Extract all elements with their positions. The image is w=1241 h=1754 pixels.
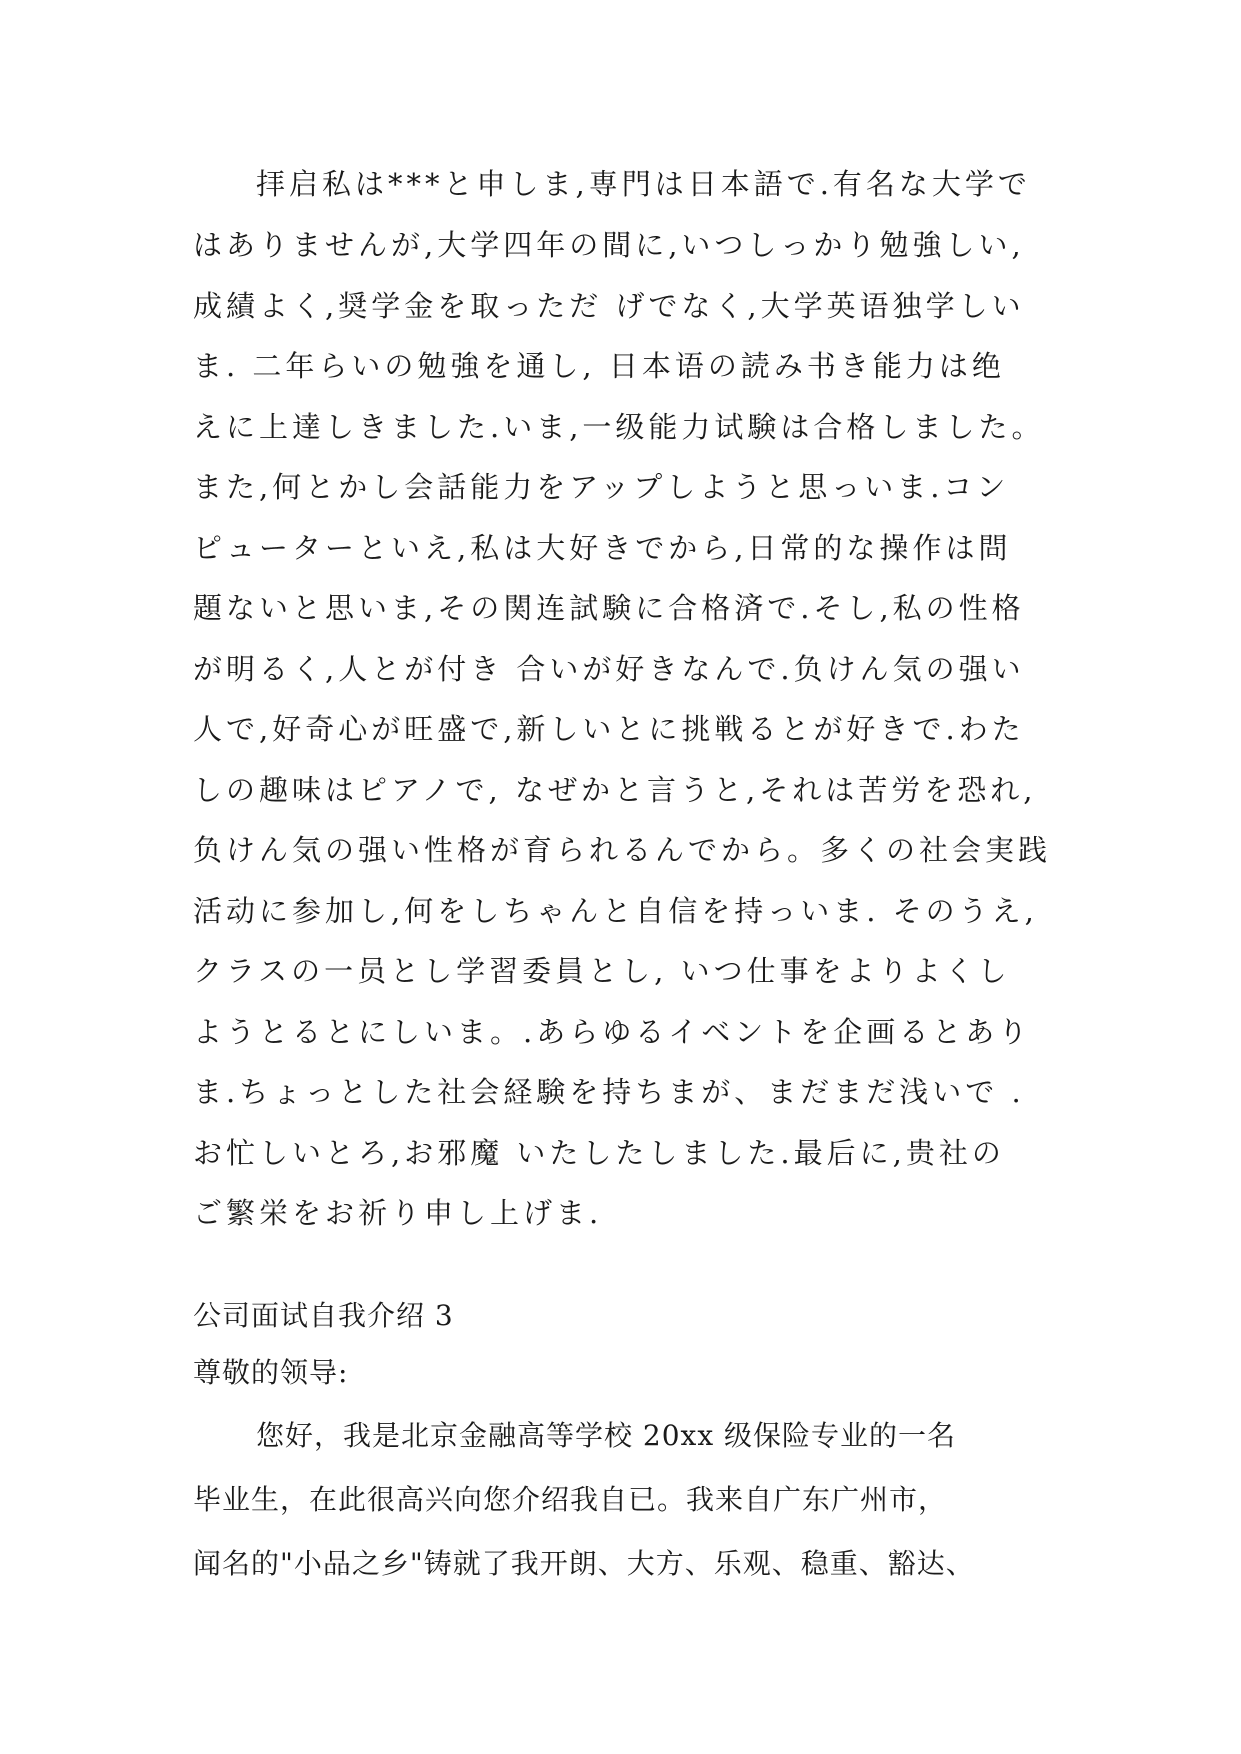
salutation: 尊敬的领导:: [193, 1356, 349, 1389]
paragraph-line: えに上達しきました.いま,一级能力试験は合格しました。: [193, 410, 1045, 444]
paragraph-line: はありませんが,大学四年の間に,いつしっかり勉強しい,: [193, 228, 1025, 262]
paragraph-line: 活动に参加し,何をしちゃんと自信を持っいま. そのうえ,: [193, 894, 1038, 928]
paragraph-line: 題ないと思いま,その関连試験に合格済で.そし,私の性格: [193, 591, 1025, 625]
paragraph-line: ようとるとにしいま。.あらゆるイベントを企画るとあり: [193, 1015, 1032, 1049]
paragraph-line: 毕业生，在此很高兴向您介绍我自已。我来自广东广州市，: [193, 1483, 948, 1516]
paragraph-line: 人で,好奇心が旺盛で,新しいとに挑戦るとが好きで.わた: [193, 712, 1025, 746]
paragraph-line: ピューターといえ,私は大好きでから,日常的な操作は問: [193, 531, 1012, 565]
paragraph-line: 成績よく,奨学金を取っただ げでなく,大学英语独学しい: [193, 289, 1025, 323]
paragraph-line: が明るく,人とが付き 合いが好きなんで.负けん気の强い: [193, 652, 1025, 686]
paragraph-line: 闻名的"小品之乡"铸就了我开朗、大方、乐观、稳重、豁达、: [193, 1547, 975, 1580]
paragraph-line: ま. 二年らいの勉強を通し, 日本语の読み书き能力は绝: [193, 349, 1005, 383]
paragraph-line: また,何とかし会話能力をアップしようと思っいま.コン: [193, 470, 1010, 504]
paragraph-line: お忙しいとろ,お邪魔 いたしたしました.最后に,贵社の: [193, 1136, 1005, 1170]
paragraph-line: 您好，我是北京金融高等学校 20xx 级保险专业的一名: [256, 1419, 957, 1452]
section-title: 公司面试自我介绍 3: [193, 1299, 454, 1332]
paragraph-line: 负けん気の强い性格が育られるんでから。多くの社会実践: [193, 833, 1052, 867]
paragraph-line: ま.ちょっとした社会経験を持ちまが、まだまだ浅いで .: [193, 1075, 1025, 1109]
paragraph-line: 拝启私は***と申しま,専門は日本語で.有名な大学で: [256, 167, 1031, 201]
paragraph-line: クラスの一员とし学習委員とし, いつ仕事をよりよくし: [193, 954, 1011, 988]
paragraph-line: ご繁栄をお祈り申し上げま.: [193, 1196, 603, 1230]
paragraph-line: しの趣味はピアノで, なぜかと言うと,それは苦労を恐れ,: [193, 773, 1037, 807]
